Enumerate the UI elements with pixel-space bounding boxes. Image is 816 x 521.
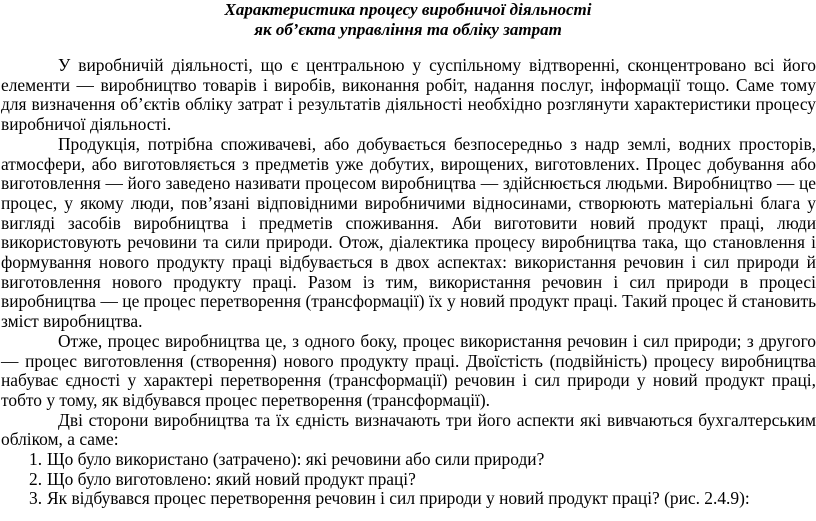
list-item xyxy=(1,450,816,470)
paragraph-production: Продукція, потрібна споживачеві, або добувається безпосередньо з надр землі, водних просторів, атмосфери, або виготовляється з предметів уже добутих, вирощених, виготовлених. Процес добування або виготовлення — його заведено називати процесом виробництва — здійснюється людьми. Виробництво — це процес, у якому люди, пов’язані відповідними виробничими відносинами, створюють матеріальні блага у вигляді засобів виробництва і предметів споживання. Аби виготовити новий продукт праці, люди використовують речовини та сили природи. Отож, діалектика процесу виробництва така, що становлення і формування нового продукту праці відбувається в двох аспектах: використання речовин і сил природи й виготовлення нового продукту праці. Разом із тим, використання речовин і сил природи в процесі виробництва — це процес перетворення (трансформації) їх у новий продукт праці. Такий процес й становить зміст виробництва. xyxy=(1,133,816,332)
list-item-number: 1. xyxy=(29,449,43,470)
document-body xyxy=(1,56,816,509)
list-item-text: Що було виготовлено: який новий продукт праці? xyxy=(47,468,416,489)
document-title xyxy=(0,0,816,40)
list-item-text: Як відбувався процес перетворення речовин і сил природи у новий продукт праці? (рис. 2.4.9): xyxy=(47,488,750,509)
title-line-2: як об’єкта управління та обліку затрат xyxy=(254,20,562,39)
list-item xyxy=(1,470,816,490)
title-line-1: Характеристика процесу виробничої діяльності xyxy=(224,0,592,19)
list-item-number: 3. xyxy=(29,488,43,509)
list-item-text: Що було використано (затрачено): які речовини або сили природи? xyxy=(47,449,545,470)
aspects-list xyxy=(1,450,816,509)
paragraph-aspects: Дві сторони виробництва та їх єдність визначають три його аспекти які вивчаються бухгалтерським обліком, а саме: xyxy=(1,409,816,450)
paragraph-duality: Отже, процес виробництва це, з одного боку, процес використання речовин і сил природи; з другого — процес виготовлення (створення) нового продукту праці. Двоїстість (подвійність) процесу виробництва набуває єдності у характері перетворення (трансформації) речовин і сил природи у новий продукт праці, тобто у тому, як відбувався процес перетворення (трансформації). xyxy=(1,330,816,410)
paragraph-intro: У виробничій діяльності, що є центральною у суспільному відтворенні, сконцентровано всі його елементи — виробництво товарів і виробів, виконання робіт, надання послуг, інформації тощо. Саме тому для визначення об’єктів обліку затрат і результатів діяльності необхідно розглянути характеристики процесу виробничої діяльності. xyxy=(1,55,816,135)
list-item xyxy=(1,489,816,509)
list-item-number: 2. xyxy=(29,468,43,489)
